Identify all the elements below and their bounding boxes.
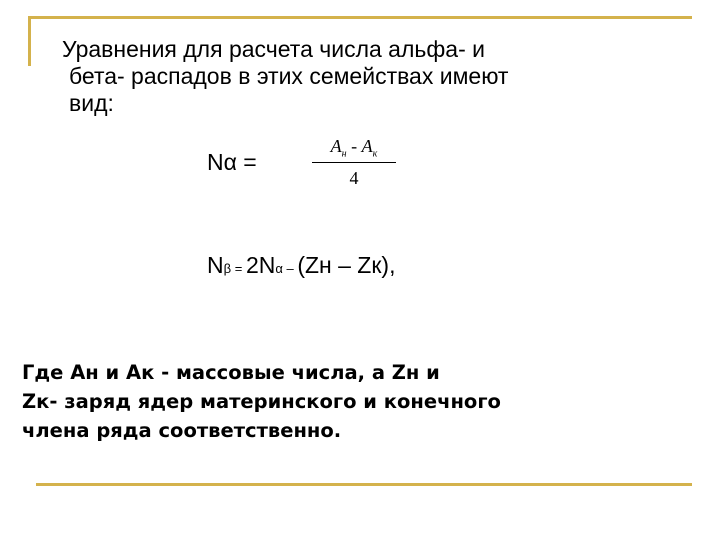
definitions-line-3: члена ряда соответственно. (22, 419, 342, 442)
intro-line-1: Уравнения для расчета числа альфа- и (62, 36, 485, 62)
alpha-fraction (312, 134, 396, 194)
bottom-divider (36, 483, 692, 486)
numerator-sub-final: к (372, 148, 378, 160)
beta-formula (207, 252, 395, 279)
beta-minus: – (282, 261, 298, 276)
top-divider (28, 16, 692, 19)
intro-line-2: бета- распадов в этих семействах имеют (69, 63, 509, 89)
numerator-a-initial: A (330, 136, 342, 156)
numerator-sub-initial: н (341, 148, 347, 160)
alpha-formula-label: Nα = (207, 149, 257, 175)
fraction-denominator: 4 (349, 168, 359, 188)
definitions-line-2: Zк- заряд ядер материнского и конечного (22, 390, 501, 413)
fraction-numerator (312, 136, 396, 160)
intro-text (62, 36, 672, 117)
beta-two-n: 2N (245, 252, 276, 278)
numerator-minus: - (346, 136, 362, 156)
definitions-text (22, 358, 712, 445)
alpha-subscript: α (275, 261, 283, 276)
beta-tail: (Zн – Zк), (297, 252, 396, 278)
numerator-a-final: A (361, 136, 373, 156)
fraction-bar (312, 162, 396, 163)
intro-line-3: вид: (69, 90, 114, 116)
beta-equals: = (231, 261, 246, 276)
left-accent-bar (28, 16, 31, 66)
definitions-line-1: Где Ан и Ак - массовые числа, а Zн и (22, 361, 440, 384)
beta-subscript: β (223, 261, 232, 276)
beta-n: N (207, 252, 224, 278)
